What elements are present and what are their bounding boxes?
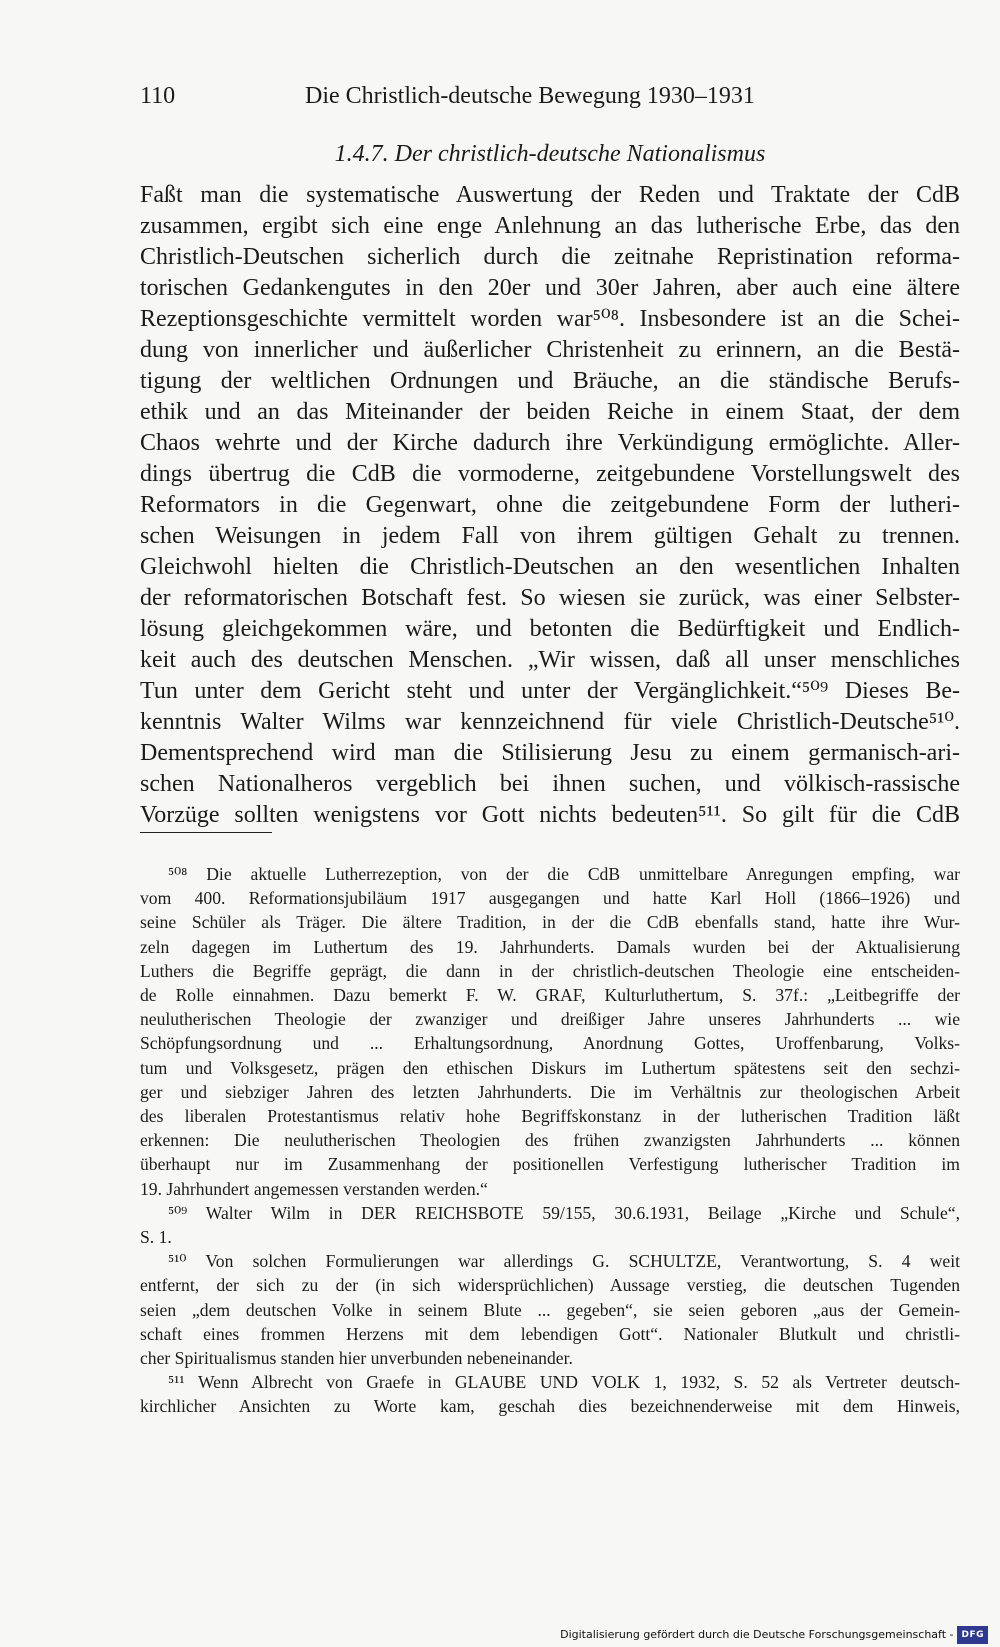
body-line: tigung der weltlichen Ordnungen und Bräuche, an die ständische Berufs-	[140, 368, 960, 394]
footnote-line: de Rolle einnahmen. Dazu bemerkt F. W. GRAF, Kulturluthertum, S. 37f.: „Leitbegriffe der	[140, 985, 960, 1006]
body-line: dings übertrug die CdB die vormoderne, zeitgebundene Vorstellungswelt des	[140, 461, 960, 487]
footnote-line: erkennen: Die neulutherischen Theologien des frühen zwanzigsten Jahrhunderts ... können	[140, 1130, 960, 1151]
footnote-line: ⁵⁰⁹ Walter Wilm in DER REICHSBOTE 59/155, 30.6.1931, Beilage „Kirche und Schule“,	[168, 1202, 960, 1223]
footnotes	[140, 862, 960, 1419]
body-line: der reformatorischen Botschaft fest. So wiesen sie zurück, was einer Selbster-	[140, 585, 960, 611]
footnote-line: ger und siebziger Jahren des letzten Jahrhunderts. Die im Verhältnis zur theologischen Arbeit	[140, 1081, 960, 1102]
footnote-line: ⁵⁰⁸ Die aktuelle Lutherrezeption, von der die CdB unmittelbare Anregungen empfing, war	[168, 864, 960, 884]
digitization-footer	[560, 1627, 988, 1643]
body-text	[140, 180, 960, 831]
footnote-line: Luthers die Begriffe geprägt, die dann in der christlich-deutschen Theologie eine entscheiden-	[140, 960, 960, 981]
footnote-line: tum und Volksgesetz, prägen den ethischen Diskurs im Luthertum spätestens seit den sechzi-	[140, 1057, 960, 1078]
body-line: Chaos wehrte und der Kirche dadurch ihre Verkündigung ermöglichte. Aller-	[140, 430, 960, 456]
running-head	[140, 76, 790, 116]
footnote-line: des liberalen Protestantismus relativ hohe Begriffskonstanz in der lutherischen Tradition läßt	[140, 1106, 960, 1127]
page-number: 110	[140, 83, 176, 109]
footnote-line: entfernt, der sich zu der (in sich widersprüchlichen) Aussage verstieg, die deutschen Tugenden	[140, 1275, 960, 1296]
body-line: Dementsprechend wird man die Stilisierung Jesu zu einem germanisch-ari-	[140, 740, 960, 766]
footer-text: Digitalisierung gefördert durch die Deutsche Forschungsgemeinschaft -	[560, 1628, 954, 1641]
footnote-line: seine Schüler als Träger. Die ältere Tradition, in der die CdB ebenfalls stand, hatte ihre Wur-	[140, 912, 960, 933]
section-heading: 1.4.7. Der christlich-deutsche Nationalismus	[334, 141, 766, 167]
footnote-line: ⁵¹¹ Wenn Albrecht von Graefe in GLAUBE UND VOLK 1, 1932, S. 52 als Vertreter deutsch-	[168, 1372, 960, 1393]
body-line: Vorzüge sollten wenigstens vor Gott nichts bedeuten⁵¹¹. So gilt für die CdB	[140, 802, 960, 828]
body-line: ethik und an das Miteinander der beiden Reiche in einem Staat, der dem	[140, 399, 960, 425]
footnote-line: schaft eines frommen Herzens mit dem lebendigen Gott“. Nationaler Blutkult und christli-	[140, 1323, 960, 1344]
footnote-line: ⁵¹⁰ Von solchen Formulierungen war allerdings G. SCHULTZE, Verantwortung, S. 4 weit	[168, 1251, 960, 1272]
footnote-line: S. 1.	[140, 1227, 172, 1248]
dfg-logo: DFG	[957, 1626, 988, 1644]
running-title: Die Christlich-deutsche Bewegung 1930–1931	[305, 83, 755, 109]
footnote-line: vom 400. Reformationsjubiläum 1917 ausgegangen und hatte Karl Holl (1866–1926) und	[140, 888, 960, 909]
body-line: torischen Gedankengutes in den 20er und 30er Jahren, aber auch eine ältere	[140, 275, 960, 301]
footnote-line: seien „dem deutschen Volke in seinem Blute ... gegeben“, sie seien geboren „aus der Gemein-	[140, 1299, 960, 1320]
footnote-line: Schöpfungsordnung und ... Erhaltungsordnung, Anordnung Gottes, Uroffenbarung, Volks-	[140, 1033, 960, 1054]
footnote-line: kirchlicher Ansichten zu Worte kam, geschah dies bezeichnenderweise mit dem Hinweis,	[140, 1396, 960, 1417]
body-line: zusammen, ergibt sich eine enge Anlehnung an das lutherische Erbe, das den	[140, 213, 960, 239]
footnote-line: überhaupt nur im Zusammenhang der positionellen Verfestigung lutherischer Tradition im	[140, 1154, 960, 1175]
body-line: schen Weisungen in jedem Fall von ihrem gültigen Gehalt zu trennen.	[140, 523, 960, 549]
body-line: Rezeptionsgeschichte vermittelt worden war⁵⁰⁸. Insbesondere ist an die Schei-	[140, 306, 960, 332]
body-line: keit auch des deutschen Menschen. „Wir wissen, daß all unser menschliches	[140, 647, 960, 673]
body-line: dung von innerlicher und äußerlicher Christenheit zu erinnern, an die Bestä-	[140, 337, 960, 363]
body-line: schen Nationalheros vergeblich bei ihnen suchen, und völkisch-rassische	[140, 771, 960, 797]
footnote-line: cher Spiritualismus standen hier unverbunden nebeneinander.	[140, 1348, 573, 1369]
footnote-rule	[140, 832, 272, 833]
body-line: Christlich-Deutschen sicherlich durch die zeitnahe Repristination reforma-	[140, 244, 960, 270]
footnote-line: 19. Jahrhundert angemessen verstanden werden.“	[140, 1178, 488, 1199]
body-line: Tun unter dem Gericht steht und unter der Vergänglichkeit.“⁵⁰⁹ Dieses Be-	[140, 678, 960, 704]
body-line: Faßt man die systematische Auswertung der Reden und Traktate der CdB	[140, 182, 960, 208]
body-line: lösung gleichgekommen wäre, und betonten die Bedürftigkeit und Endlich-	[140, 616, 960, 642]
body-line: kenntnis Walter Wilms war kennzeichnend für viele Christlich-Deutsche⁵¹⁰.	[140, 709, 960, 735]
footnote-line: neulutherischen Theologie der zwanziger und dreißiger Jahre unseres Jahrhunderts ... wie	[140, 1009, 960, 1030]
body-line: Gleichwohl hielten die Christlich-Deutschen an den wesentlichen Inhalten	[140, 554, 960, 580]
body-line: Reformators in die Gegenwart, ohne die zeitgebundene Form der lutheri-	[140, 492, 960, 518]
footnote-line: zeln dagegen im Luthertum des 19. Jahrhunderts. Damals wurden bei der Aktualisierung	[140, 936, 960, 957]
